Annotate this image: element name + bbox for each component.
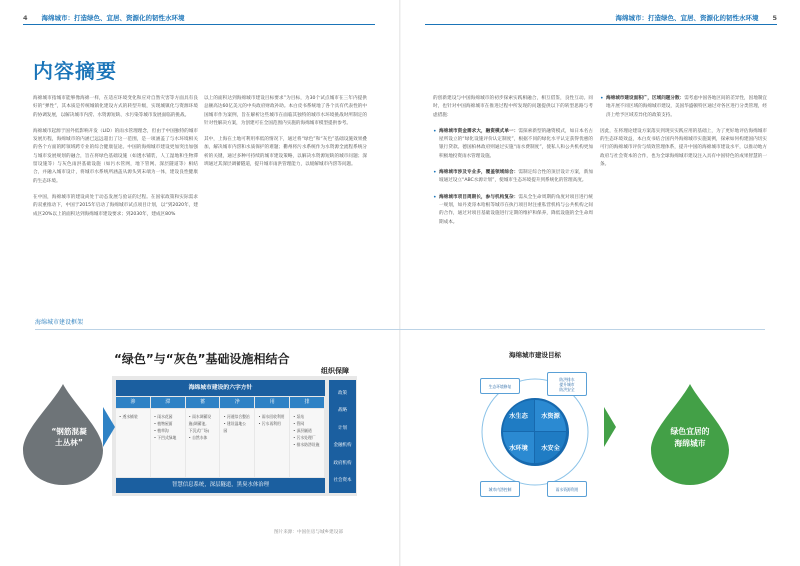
list-item: • 海绵城市项目周期长，参与机构复杂：需从全生命周期的角度对项目进行统一规划，如丹麦哥本哈根等城市在执行项目时注重私营机构与公共机构之间的合作，通过对项目基础设施进行定期的维护和保养，降低设施的全生命周期成本。 [433, 194, 593, 227]
measure-col: • 雨水调蓄设 施(调蓄池, 下沉式广场) • 自然水体 [186, 409, 221, 477]
org-item: 社会资本 [333, 478, 352, 484]
org-item: 金融机构 [333, 443, 352, 449]
goal-box: 雨水资源利用 [547, 481, 587, 497]
word-cell: 净 [220, 397, 255, 408]
page-number: 5 [772, 14, 777, 22]
paragraph: 以上的面积达到海绵城市建设目标要求”为目标，为30个试点城市在三年内提供总额高达60亿美元的中央政府财政补助。本白皮书系统地了各个具有代表性的中国城市作为案例，旨在解析这些城市在面临其独特的城市水环境挑战时所制定的针对性解决方案，为创建可在全国范围内实施的海绵城市模型提供参考。 [204, 96, 367, 126]
header-rule [23, 24, 375, 25]
six-words-row [116, 397, 325, 408]
header-rule [425, 24, 777, 25]
quadrant-water-ecology: 水生态 [503, 400, 534, 431]
right-page [400, 0, 800, 566]
image-source: 图片来源：中国住房与城乡建设部 [274, 530, 343, 535]
section-label: 海绵城市建设框架 [35, 319, 84, 326]
org-item: 计划 [338, 425, 347, 431]
measures-grid [116, 409, 325, 477]
section-rule [35, 329, 765, 330]
text-column-2 [204, 95, 367, 177]
measure-col: • 透水铺装 [116, 409, 151, 477]
running-title: 海绵城市：打造绿色、宜居、资源化的韧性水环境 [615, 14, 759, 22]
panel-title: 海绵城市建设的六字方针 [116, 380, 325, 396]
diagram-title: “绿色”与“灰色”基础设施相结合 [114, 352, 290, 366]
word-cell: 滞 [151, 397, 186, 408]
text-column-1 [33, 95, 198, 227]
org-column [329, 380, 356, 493]
word-cell: 蓄 [186, 397, 221, 408]
running-title: 海绵城市：打造绿色、宜居、资源化的韧性水环境 [41, 14, 185, 22]
paragraph: 其中，上海在土地可利用率低的情况下，通过将“绿色”和“灰色”基础设施效果叠加，解决城市内涝和水质保护的难题；衢州将污水系统作为水资源全流程系统分析的关键，通过多种可持续的城市建设策略，以解决水资源短缺的城市问题；深圳通过其深层调蓄隧道，提升城市雨洪管理能力，以缓解城市内涝等问题。 [204, 137, 367, 168]
page-title: 内容摘要 [33, 59, 117, 83]
goal-box: 防洪排水 提升城市 防洪安全 [547, 372, 587, 396]
left-page-header [23, 13, 185, 22]
paragraph: 海绵城市起源于国外低影响开发（LID）的雨水管理理念，但由于中国独特的城市发展历程，海绵城市的内涵已远远超出了这一范围，是一项涵盖了与水环境相关的各个方面的跨领域跨专业的综合健康征途。中国的海绵城市建设更加突出加强与城市发展规划的融合，旨在将绿色基础设施（如透水铺装，人工湿地和生物滞留设施等）与灰色雨洪基础设施（如污水管网，地下管网、深层隧道等）相结合，并融入城市设计，将城市水系统所涵盖从源头到末端为一体，建设良性健康的生态环境。 [33, 128, 198, 184]
panel-bottom-bar: 智慧信息系统，深层隧道，黑臭水体治理 [116, 478, 325, 493]
paragraph: 的创新建设与中国海绵城市的初步探索实践相融合，相互借鉴，良性互动。同时，也针对中国海绵城市在推进过程中所发现的问题提供以下的转型思路与考虑措施： [433, 96, 593, 118]
text-column-3 [433, 95, 593, 235]
word-cell: 排 [290, 397, 325, 408]
drop-label: “钢筋混凝 土丛林” [51, 427, 87, 447]
word-cell: 用 [255, 397, 290, 408]
drop-label: 绿色宜居的 海绵城市 [670, 427, 710, 448]
org-item: 政策 [338, 390, 347, 396]
measure-col: • 河道综合整治 • 建设湿地公 园 [220, 409, 255, 477]
paragraph: 在中国，海绵城市的建设尚处于动态发展与验证的过程。在国家政策和实际需求的双重推动下，中国于2015年启动了海绵城市试点项目计划，以“到2020年，建成区20%以上的面积达到海绵城市建设要求；到2030年，建成区80% [33, 194, 198, 217]
quadrant-water-safety: 水安全 [535, 432, 566, 463]
word-cell: 渗 [116, 397, 151, 408]
right-page-header [615, 13, 777, 22]
goal-title: 海绵城市建设目标 [509, 351, 561, 359]
arrow-right-icon [103, 407, 115, 447]
book-spine [399, 0, 401, 566]
org-title: 组织保障 [321, 367, 349, 375]
page-number: 4 [23, 14, 28, 22]
quadrant-water-resource: 水资源 [535, 400, 566, 431]
quadrant-water-environment: 水环境 [503, 432, 534, 463]
list-item: • 海绵城市涉及专业多，覆盖领域综合：需制定综合性的顶层设计方案，新加坡通过设立“ABC水源计划”，使城市生态环境提升到系统化的管理高度。 [433, 169, 593, 186]
paragraph: 海绵城市指城市能够像海绵一样，在适应环境变化和应对自然灾害等方面具有良好的“弹性”，其本质是传统城镇化建设方式的转型升级，实现城镇化与资源环境的协调发展，以解决城市内涝、水资源短缺、水污染等城市发展面临的挑战。 [33, 96, 198, 118]
measure-col: • 泵站 • 管网 • 深层隧道 • 污水处理厂 • 排水防涝设施 [290, 409, 325, 477]
paragraph: 因此，在将理论建设方案落实到现实实践应用的基础上，为了更好地评估海绵城市的生态环境效益，本白皮书结合国内外海绵城市实施案例，探索如何构建国内切实可行的海绵城市评价与绩效管理体系，提升中国的海绵城市建设水平，以推动地方政府与社会资本的合作，也为全球海绵城市建设注入具有中国特色的成果智慧的一条。 [600, 128, 767, 168]
goal-box: 生态环境修复 [480, 378, 520, 394]
measure-col: • 雨水回收利用 • 污水再利用 [255, 409, 290, 477]
text-column-4 [600, 95, 767, 177]
list-item: • 海绵城市建设面积广，区域问题分散：需考虑中国各地区间的差异性，因地制宜地开展不同区域的海绵城市建设，美国华盛顿特区通过对各区进行分类管理，经济上给予区域差异化的政策支持。 [600, 95, 767, 120]
goal-box: 城市内涝控制 [480, 481, 520, 497]
measure-col: • 雨水花园 • 植物屋面 • 植草沟 • 下凹式绿地 [151, 409, 186, 477]
list-item: • 海绵城市资金需求大，融资模式单一：需探索新型的融资模式，如日本名古屋所设立的“绿化设施评价认定制度”，根据不同的绿化水平认定获得优惠的银行贷款。德国柏林政府则通过实施“雨水费制度”，使私人和公共机构更加积极地投资雨水管理设施。 [433, 128, 593, 161]
bullet-list [433, 128, 593, 227]
org-item: 战略 [338, 408, 347, 414]
arrow-right-icon [604, 407, 616, 447]
org-item: 政府机构 [333, 460, 352, 466]
bullet-list [600, 95, 767, 120]
